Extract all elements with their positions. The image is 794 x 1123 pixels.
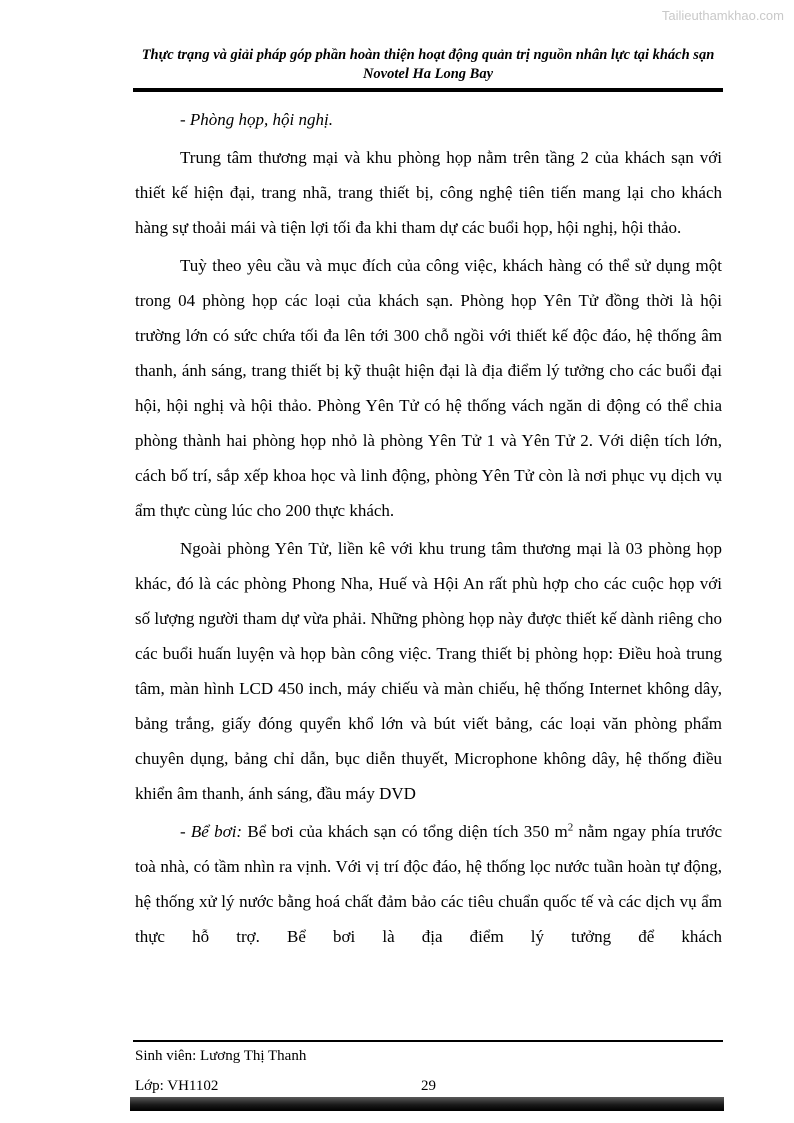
document-body — [135, 102, 722, 957]
page-number: 29 — [421, 1078, 436, 1094]
footer-student-name: Sinh viên: Lương Thị Thanh — [135, 1048, 307, 1064]
paragraph-other-rooms: Ngoài phòng Yên Tử, liền kê với khu trung tâm thương mại là 03 phòng họp khác, đó là các phòng Phong Nha, Huế và Hội An rất phù hợp cho các cuộc họp với số lượng người tham dự vừa phải. Những phòng họp này được thiết kế dành riêng cho các buổi huấn luyện và họp bàn công việc. Trang thiết bị phòng họp: Điều hoà trung tâm, màn hình LCD 450 inch, máy chiếu và màn chiếu, hệ thống Internet không dây, bảng trắng, giấy đóng quyển khổ lớn và bút viết bảng, các loại văn phòng phẩm chuyên dụng, bảng chỉ dẫn, bục diễn thuyết, Microphone không dây, hệ thống điều khiển âm thanh, ánh sáng, đầu máy DVD — [135, 539, 722, 803]
paragraph-pool — [135, 814, 722, 954]
footer-class-label: Lớp: VH1102 — [135, 1078, 219, 1094]
footer-divider — [133, 1040, 723, 1042]
footer-bottom-bar — [130, 1097, 724, 1111]
paragraph-meeting-center: Trung tâm thương mại và khu phòng họp nằm trên tầng 2 của khách sạn với thiết kế hiện đại, trang nhã, trang thiết bị, công nghệ tiên tiến mang lại cho khách hàng sự thoải mái và tiện lợi tối đa khi tham dự các buổi họp, hội nghị, hội thảo. — [135, 148, 722, 237]
paragraph-yen-tu: Tuỳ theo yêu cầu và mục đích của công việc, khách hàng có thể sử dụng một trong 04 phòng họp các loại của khách sạn. Phòng họp Yên Tử đồng thời là hội trường lớn có sức chứa tối đa lên tới 300 chỗ ngồi với thiết kế độc đáo, hệ thống âm thanh, ánh sáng, trang thiết bị kỹ thuật hiện đại là địa điểm lý tưởng cho các buổi đại hội, hội nghị và hội thảo. Phòng Yên Tử có hệ thống vách ngăn di động có thể chia phòng thành hai phòng họp nhỏ là phòng Yên Tử 1 và Yên Tử 2. Với diện tích lớn, cách bố trí, sắp xếp khoa học và linh động, phòng Yên Tử còn là nơi phục vụ dịch vụ ẩm thực cùng lúc cho 200 thực khách. — [135, 256, 722, 520]
superscript-2: 2 — [567, 821, 574, 834]
header-title-line2: Novotel Ha Long Bay — [362, 66, 494, 82]
watermark: Tailieuthamkhao.com — [661, 8, 784, 23]
header-title-line1: Thực trạng và giải pháp góp phần hoàn thiện hoạt động quản trị nguồn nhân lực tại khách sạn — [141, 47, 715, 63]
header-divider — [133, 88, 723, 92]
paragraph-text-after-sup: nằm ngay phía trước toà nhà, có tầm nhìn ra vịnh. Với vị trí độc đáo, hệ thống lọc nước tuần hoàn tự động, hệ thống xử lý nước bằng hoá chất đảm bảo các tiêu chuẩn quốc tế và các dịch vụ ẩm thực hỗ trợ. Bể bơi là địa điểm lý tưởng để khách — [135, 822, 722, 946]
paragraph-text-before-sup: Bể bơi của khách sạn có tổng diện tích 350 m — [242, 822, 568, 841]
footer-row — [135, 1078, 722, 1095]
paragraph-lead-italic: - Bể bơi: — [180, 822, 243, 841]
section-heading: - Phòng họp, hội nghị. — [180, 110, 333, 129]
page-header — [133, 46, 723, 84]
